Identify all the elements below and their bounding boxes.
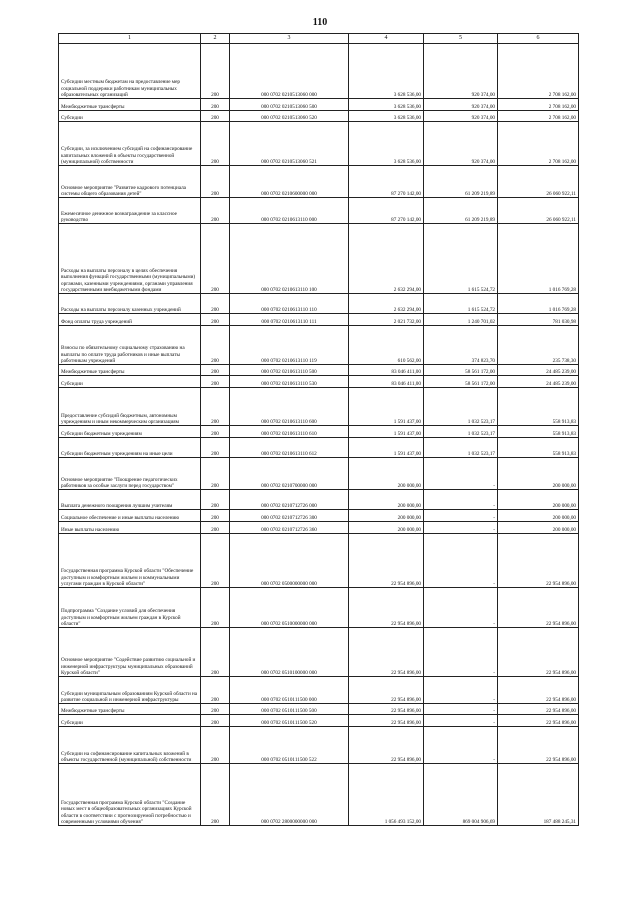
row-approved-value: 2 021 732,00 xyxy=(349,314,424,326)
table-row xyxy=(59,704,579,715)
row-line-code: 200 xyxy=(201,677,230,704)
row-executed-value: 1 032 523,17 xyxy=(424,426,498,438)
row-budget-code: 000 0702 0510111500 522 xyxy=(230,727,349,764)
row-remaining-value: 22 954 896,00 xyxy=(498,534,579,588)
table-row xyxy=(59,376,579,388)
row-remaining-value: 187 488 245,31 xyxy=(498,764,579,826)
row-remaining-value: 22 954 896,00 xyxy=(498,588,579,628)
row-name: Расходы на выплаты персоналу в целях обеспечения выполнения функций государственными (муниципальными) органами, казенными учреждениями, органами управления государственными внебюджетными фондами xyxy=(59,224,201,294)
row-name: Субсидии, за исключением субсидий на софинансирование капитальных вложений в объекты государственной (муниципальной) собственности xyxy=(59,122,201,166)
row-remaining-value: 235 738,30 xyxy=(498,326,579,365)
row-approved-value: 22 954 896,00 xyxy=(349,715,424,727)
row-line-code: 200 xyxy=(201,44,230,99)
row-executed-value: 920 374,00 xyxy=(424,99,498,111)
row-budget-code: 000 0702 0210613110 530 xyxy=(230,376,349,388)
table-row xyxy=(59,198,579,224)
row-name: Межбюджетные трансферты xyxy=(59,365,201,376)
table-row xyxy=(59,677,579,704)
row-approved-value: 1 591 437,00 xyxy=(349,388,424,426)
row-executed-value: 58 561 172,00 xyxy=(424,365,498,376)
row-executed-value: - xyxy=(424,588,498,628)
row-budget-code: 000 0702 0510111500 520 xyxy=(230,715,349,727)
row-budget-code: 000 0702 0210712726 300 xyxy=(230,510,349,522)
row-executed-value: - xyxy=(424,628,498,677)
row-line-code: 200 xyxy=(201,376,230,388)
row-remaining-value: 24 485 239,00 xyxy=(498,365,579,376)
row-budget-code: 000 0702 0210712726 000 xyxy=(230,490,349,510)
row-budget-code: 000 0702 0210613110 500 xyxy=(230,365,349,376)
row-approved-value: 22 954 896,00 xyxy=(349,677,424,704)
table-row xyxy=(59,294,579,314)
row-line-code: 200 xyxy=(201,458,230,490)
row-approved-value: 610 562,00 xyxy=(349,326,424,365)
table-row xyxy=(59,534,579,588)
row-budget-code: 000 0702 0510111500 000 xyxy=(230,677,349,704)
table-row xyxy=(59,365,579,376)
row-line-code: 200 xyxy=(201,438,230,458)
row-executed-value: - xyxy=(424,522,498,534)
row-remaining-value: 22 954 896,00 xyxy=(498,715,579,727)
row-line-code: 200 xyxy=(201,111,230,122)
row-name: Субсидии xyxy=(59,376,201,388)
row-approved-value: 83 046 411,00 xyxy=(349,365,424,376)
row-line-code: 200 xyxy=(201,715,230,727)
row-name: Государственная программа Курской области "Обеспечение доступным и комфортным жильем и коммунальными услугами граждан в Курской области" xyxy=(59,534,201,588)
row-remaining-value: 22 954 896,00 xyxy=(498,727,579,764)
row-remaining-value: 200 000,00 xyxy=(498,458,579,490)
row-name: Межбюджетные трансферты xyxy=(59,99,201,111)
row-budget-code: 000 0702 0210700000 000 xyxy=(230,458,349,490)
row-budget-code: 000 0702 0210613110 600 xyxy=(230,388,349,426)
row-approved-value: 3 628 536,00 xyxy=(349,111,424,122)
table-header-row xyxy=(59,34,579,44)
row-remaining-value: 200 000,00 xyxy=(498,490,579,510)
page-number: 110 xyxy=(312,17,328,28)
row-line-code: 200 xyxy=(201,588,230,628)
table-row xyxy=(59,522,579,534)
row-line-code: 200 xyxy=(201,365,230,376)
row-approved-value: 87 270 142,00 xyxy=(349,198,424,224)
row-name: Взносы по обязательному социальному страхованию на выплаты по оплате труда работников и иные выплаты работникам учреждений xyxy=(59,326,201,365)
row-line-code: 200 xyxy=(201,224,230,294)
row-name: Субсидии муниципальным образованиям Курской области на развитие социальной и инженерной инфраструктуры xyxy=(59,677,201,704)
table-row xyxy=(59,99,579,111)
row-remaining-value: 22 954 896,00 xyxy=(498,704,579,715)
row-executed-value: 1 032 523,17 xyxy=(424,388,498,426)
row-executed-value: 374 823,70 xyxy=(424,326,498,365)
row-name: Выплата денежного поощрения лучшим учителям xyxy=(59,490,201,510)
row-approved-value: 3 628 536,00 xyxy=(349,122,424,166)
row-executed-value: 920 374,00 xyxy=(424,122,498,166)
budget-table xyxy=(58,33,579,826)
row-executed-value: 61 209 219,89 xyxy=(424,166,498,198)
table-row xyxy=(59,438,579,458)
row-remaining-value: 781 030,98 xyxy=(498,314,579,326)
row-budget-code: 000 0702 0210613110 119 xyxy=(230,326,349,365)
row-name: Предоставление субсидий бюджетным, автономным учреждениям и иным некоммерческим организациям xyxy=(59,388,201,426)
row-executed-value: 920 374,00 xyxy=(424,111,498,122)
table-row xyxy=(59,122,579,166)
row-executed-value: 1 032 523,17 xyxy=(424,438,498,458)
row-remaining-value: 2 708 162,00 xyxy=(498,99,579,111)
column-header: 6 xyxy=(498,34,579,44)
row-executed-value: 1 615 524,72 xyxy=(424,294,498,314)
row-name: Социальное обеспечение и иные выплаты населению xyxy=(59,510,201,522)
table-row xyxy=(59,111,579,122)
row-name: Межбюджетные трансферты xyxy=(59,704,201,715)
row-line-code: 200 xyxy=(201,426,230,438)
row-remaining-value: 558 913,83 xyxy=(498,388,579,426)
row-approved-value: 1 591 437,00 xyxy=(349,438,424,458)
row-line-code: 200 xyxy=(201,294,230,314)
row-budget-code: 000 0702 0210613110 612 xyxy=(230,438,349,458)
table-row xyxy=(59,490,579,510)
row-approved-value: 200 000,00 xyxy=(349,490,424,510)
row-remaining-value: 1 016 769,28 xyxy=(498,224,579,294)
row-approved-value: 83 046 411,00 xyxy=(349,376,424,388)
table-row xyxy=(59,166,579,198)
row-line-code: 200 xyxy=(201,727,230,764)
row-budget-code: 000 0702 0210613110 000 xyxy=(230,198,349,224)
row-budget-code: 000 0702 0210513060 000 xyxy=(230,44,349,99)
column-header: 4 xyxy=(349,34,424,44)
row-budget-code: 000 0702 0210613110 110 xyxy=(230,294,349,314)
row-remaining-value: 558 913,83 xyxy=(498,426,579,438)
table-row xyxy=(59,44,579,99)
row-line-code: 200 xyxy=(201,628,230,677)
row-executed-value: - xyxy=(424,458,498,490)
row-budget-code: 000 0702 0210613110 111 xyxy=(230,314,349,326)
row-name: Фонд оплаты труда учреждений xyxy=(59,314,201,326)
row-remaining-value: 558 913,83 xyxy=(498,438,579,458)
row-budget-code: 000 0702 0510100000 000 xyxy=(230,628,349,677)
row-line-code: 200 xyxy=(201,510,230,522)
row-budget-code: 000 0702 0510111500 500 xyxy=(230,704,349,715)
row-name: Субсидии на софинансирование капитальных вложений в объекты государственной (муниципальной) собственности xyxy=(59,727,201,764)
row-remaining-value: 26 060 922,11 xyxy=(498,166,579,198)
row-line-code: 200 xyxy=(201,166,230,198)
row-approved-value: 2 632 294,00 xyxy=(349,224,424,294)
row-line-code: 200 xyxy=(201,388,230,426)
row-budget-code: 000 0702 0210513060 500 xyxy=(230,99,349,111)
row-executed-value: - xyxy=(424,677,498,704)
table-row xyxy=(59,458,579,490)
row-approved-value: 22 954 896,00 xyxy=(349,534,424,588)
row-remaining-value: 1 016 769,28 xyxy=(498,294,579,314)
row-executed-value: - xyxy=(424,715,498,727)
table-row xyxy=(59,326,579,365)
row-budget-code: 000 0702 0210712726 360 xyxy=(230,522,349,534)
row-line-code: 200 xyxy=(201,704,230,715)
row-approved-value: 200 000,00 xyxy=(349,458,424,490)
row-approved-value: 22 954 896,00 xyxy=(349,727,424,764)
row-name: Субсидии xyxy=(59,111,201,122)
row-approved-value: 200 000,00 xyxy=(349,522,424,534)
row-line-code: 200 xyxy=(201,198,230,224)
row-budget-code: 000 0702 0210513060 521 xyxy=(230,122,349,166)
table-row xyxy=(59,588,579,628)
table-row xyxy=(59,628,579,677)
row-approved-value: 2 632 294,00 xyxy=(349,294,424,314)
row-approved-value: 1 591 437,00 xyxy=(349,426,424,438)
row-executed-value: - xyxy=(424,510,498,522)
column-header: 2 xyxy=(201,34,230,44)
row-remaining-value: 2 708 162,00 xyxy=(498,122,579,166)
row-name: Государственная программа Курской области "Создание новых мест в общеобразовательных организациях Курской области в соответствии с прогнозируемой потребностью и современными условиями обучения" xyxy=(59,764,201,826)
row-approved-value: 22 954 896,00 xyxy=(349,704,424,715)
row-executed-value: 61 209 219,89 xyxy=(424,198,498,224)
row-executed-value: 1 240 701,02 xyxy=(424,314,498,326)
row-line-code: 200 xyxy=(201,764,230,826)
row-remaining-value: 22 954 896,00 xyxy=(498,677,579,704)
table-row xyxy=(59,388,579,426)
row-budget-code: 000 0702 0500000000 000 xyxy=(230,534,349,588)
table-row xyxy=(59,426,579,438)
row-executed-value: - xyxy=(424,727,498,764)
row-remaining-value: 200 000,00 xyxy=(498,522,579,534)
row-name: Субсидии xyxy=(59,715,201,727)
row-name: Расходы на выплаты персоналу казенных учреждений xyxy=(59,294,201,314)
row-name: Субсидии местным бюджетам на предоставление мер социальной поддержки работникам муниципальных образовательных организаций xyxy=(59,44,201,99)
row-line-code: 200 xyxy=(201,534,230,588)
row-approved-value: 87 270 142,00 xyxy=(349,166,424,198)
table-row xyxy=(59,764,579,826)
row-budget-code: 000 0702 2800000000 000 xyxy=(230,764,349,826)
row-budget-code: 000 0702 0210600000 000 xyxy=(230,166,349,198)
row-name: Иные выплаты населению xyxy=(59,522,201,534)
row-approved-value: 1 056 493 152,00 xyxy=(349,764,424,826)
row-executed-value: - xyxy=(424,704,498,715)
row-budget-code: 000 0702 0510000000 000 xyxy=(230,588,349,628)
row-name: Ежемесячное денежное вознаграждение за классное руководство xyxy=(59,198,201,224)
row-executed-value: 58 561 172,00 xyxy=(424,376,498,388)
row-remaining-value: 200 000,00 xyxy=(498,510,579,522)
row-line-code: 200 xyxy=(201,522,230,534)
row-name: Субсидии бюджетным учреждениям xyxy=(59,426,201,438)
row-name: Субсидии бюджетным учреждениям на иные цели xyxy=(59,438,201,458)
row-name: Основное мероприятие "Поощрение педагогических работников за особые заслуги перед государством" xyxy=(59,458,201,490)
table-row xyxy=(59,715,579,727)
row-remaining-value: 22 954 896,00 xyxy=(498,628,579,677)
row-approved-value: 3 628 536,00 xyxy=(349,99,424,111)
column-header: 1 xyxy=(59,34,201,44)
row-executed-value: - xyxy=(424,490,498,510)
row-name: Основное мероприятие "Развитие кадрового потенциала системы общего образования детей" xyxy=(59,166,201,198)
row-approved-value: 200 000,00 xyxy=(349,510,424,522)
row-line-code: 200 xyxy=(201,99,230,111)
row-remaining-value: 2 708 162,00 xyxy=(498,44,579,99)
row-name: Подпрограмма "Создание условий для обеспечения доступным и комфортным жильем граждан в Курской области" xyxy=(59,588,201,628)
row-budget-code: 000 0702 0210513060 520 xyxy=(230,111,349,122)
table-row xyxy=(59,314,579,326)
row-approved-value: 22 954 896,00 xyxy=(349,628,424,677)
row-remaining-value: 24 485 239,00 xyxy=(498,376,579,388)
row-executed-value: - xyxy=(424,534,498,588)
row-approved-value: 3 628 536,00 xyxy=(349,44,424,99)
row-remaining-value: 26 060 922,11 xyxy=(498,198,579,224)
row-approved-value: 22 954 896,00 xyxy=(349,588,424,628)
column-header: 3 xyxy=(230,34,349,44)
row-budget-code: 000 0702 0210613110 100 xyxy=(230,224,349,294)
table-row xyxy=(59,510,579,522)
table-row xyxy=(59,224,579,294)
row-executed-value: 920 374,00 xyxy=(424,44,498,99)
row-executed-value: 1 615 524,72 xyxy=(424,224,498,294)
row-line-code: 200 xyxy=(201,122,230,166)
row-line-code: 200 xyxy=(201,314,230,326)
column-header: 5 xyxy=(424,34,498,44)
row-name: Основное мероприятие "Содействие развитию социальной и инженерной инфраструктуры муниципальных образований Курской области" xyxy=(59,628,201,677)
row-budget-code: 000 0702 0210613110 610 xyxy=(230,426,349,438)
row-executed-value: 869 004 906,69 xyxy=(424,764,498,826)
row-line-code: 200 xyxy=(201,326,230,365)
row-remaining-value: 2 708 162,00 xyxy=(498,111,579,122)
row-line-code: 200 xyxy=(201,490,230,510)
table-row xyxy=(59,727,579,764)
